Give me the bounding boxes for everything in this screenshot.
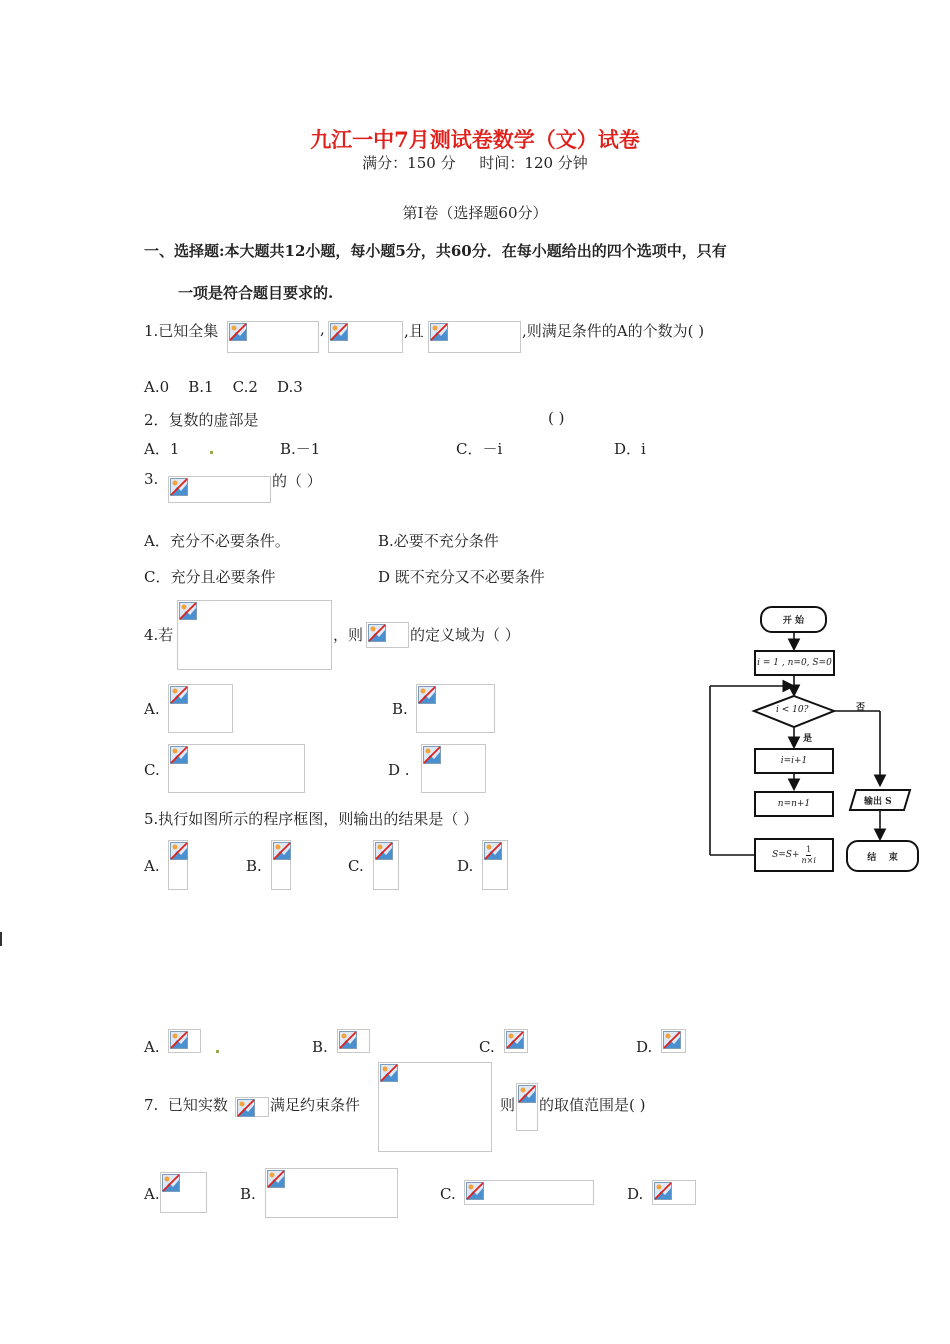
q4-stem-part3: 的定义域为（ ） bbox=[410, 626, 520, 644]
section-heading: 一、选择题:本大题共12小题，每小题5分，共60分．在每小题给出的四个选项中，只有 bbox=[144, 242, 727, 260]
q3-option-a: A．充分不必要条件。 bbox=[144, 532, 290, 550]
flowchart-step-n: n=n+1 bbox=[754, 791, 834, 817]
q3-number: 3. bbox=[144, 470, 159, 488]
flowchart-fraction bbox=[802, 845, 816, 866]
page-title: 九江一中7月测试卷数学（文）试卷 bbox=[310, 127, 640, 152]
flowchart-fraction-denominator: n×i bbox=[801, 855, 816, 865]
q7-stem-part2: 满足约束条件 bbox=[270, 1096, 361, 1114]
q2-option-a: A．1 bbox=[144, 440, 180, 458]
flowchart-yes-label: 是 bbox=[803, 734, 813, 744]
q6-option-d-label: D. bbox=[636, 1038, 653, 1056]
q7-option-c-label: C. bbox=[440, 1185, 456, 1203]
flowchart-output: 输出 S bbox=[864, 797, 892, 807]
q1-stem-part3: ,且 bbox=[404, 322, 424, 340]
q1-stem-part4: ,则满足条件的A的个数为( ) bbox=[522, 322, 705, 340]
flowchart-start: 开 始 bbox=[760, 606, 827, 633]
q5-option-b-label: B. bbox=[246, 857, 262, 875]
q2-option-c: C．－i bbox=[456, 440, 503, 458]
section-heading-cont: 一项是符合题目要求的. bbox=[178, 284, 334, 302]
q3-stem-tail: 的（ ） bbox=[272, 472, 322, 490]
flowchart-step-s bbox=[754, 838, 834, 872]
q5-option-a-label: A. bbox=[144, 857, 160, 875]
flowchart-fraction-numerator: 1 bbox=[806, 844, 812, 854]
q7-option-b-label: B. bbox=[240, 1185, 256, 1203]
q2-stem: 2．复数的虚部是 bbox=[144, 411, 259, 429]
q6-option-c-label: C. bbox=[479, 1038, 495, 1056]
flowchart-end: 结 束 bbox=[846, 840, 919, 872]
flowchart-init: i = 1 , n=0, S=0 bbox=[754, 650, 835, 676]
q4-option-c-label: C. bbox=[144, 761, 160, 779]
exam-info: 满分：150 分 时间：120 分钟 bbox=[362, 154, 588, 172]
flowchart-no-label: 否 bbox=[856, 703, 866, 713]
q7-stem-part3: 则 bbox=[500, 1096, 516, 1114]
q7-stem-part4: 的取值范围是( ) bbox=[539, 1096, 646, 1114]
q2-option-d: D．i bbox=[614, 440, 646, 458]
q3-option-c: C．充分且必要条件 bbox=[144, 568, 276, 586]
q3-option-b: B.必要不充分条件 bbox=[378, 532, 499, 550]
q7-option-a-label: A. bbox=[144, 1185, 160, 1203]
q4-option-b-label: B. bbox=[392, 700, 408, 718]
q6-option-b-label: B. bbox=[312, 1038, 328, 1056]
q1-options: A.0 B.1 C.2 D.3 bbox=[144, 378, 303, 396]
q4-option-a-label: A. bbox=[144, 700, 160, 718]
q4-stem-part2: ，则 bbox=[333, 626, 364, 644]
q4-option-d-label: D . bbox=[388, 761, 410, 779]
flowchart-step-s-prefix: S=S+ bbox=[772, 850, 800, 860]
q7-stem-part1: 7. 已知实数 bbox=[144, 1096, 228, 1114]
q7-option-d-label: D. bbox=[627, 1185, 644, 1203]
part-title: 第Ⅰ卷（选择题60分） bbox=[402, 204, 548, 222]
q2-answer-paren: ( ) bbox=[548, 409, 565, 427]
q1-stem-part2: , bbox=[320, 320, 325, 338]
q2-option-b: B.－1 bbox=[280, 440, 321, 458]
flowchart-condition: i < 10? bbox=[776, 705, 809, 715]
q5-option-d-label: D. bbox=[457, 857, 474, 875]
flowchart-step-i: i=i+1 bbox=[754, 748, 834, 774]
q3-option-d: D 既不充分又不必要条件 bbox=[378, 568, 545, 586]
q1-stem-part1: 1.已知全集 bbox=[144, 322, 219, 340]
q4-stem-part1: 4.若 bbox=[144, 626, 174, 644]
q6-option-a-label: A. bbox=[144, 1038, 160, 1056]
q5-stem: 5.执行如图所示的程序框图，则输出的结果是（ ） bbox=[144, 810, 479, 828]
q5-option-c-label: C. bbox=[348, 857, 364, 875]
